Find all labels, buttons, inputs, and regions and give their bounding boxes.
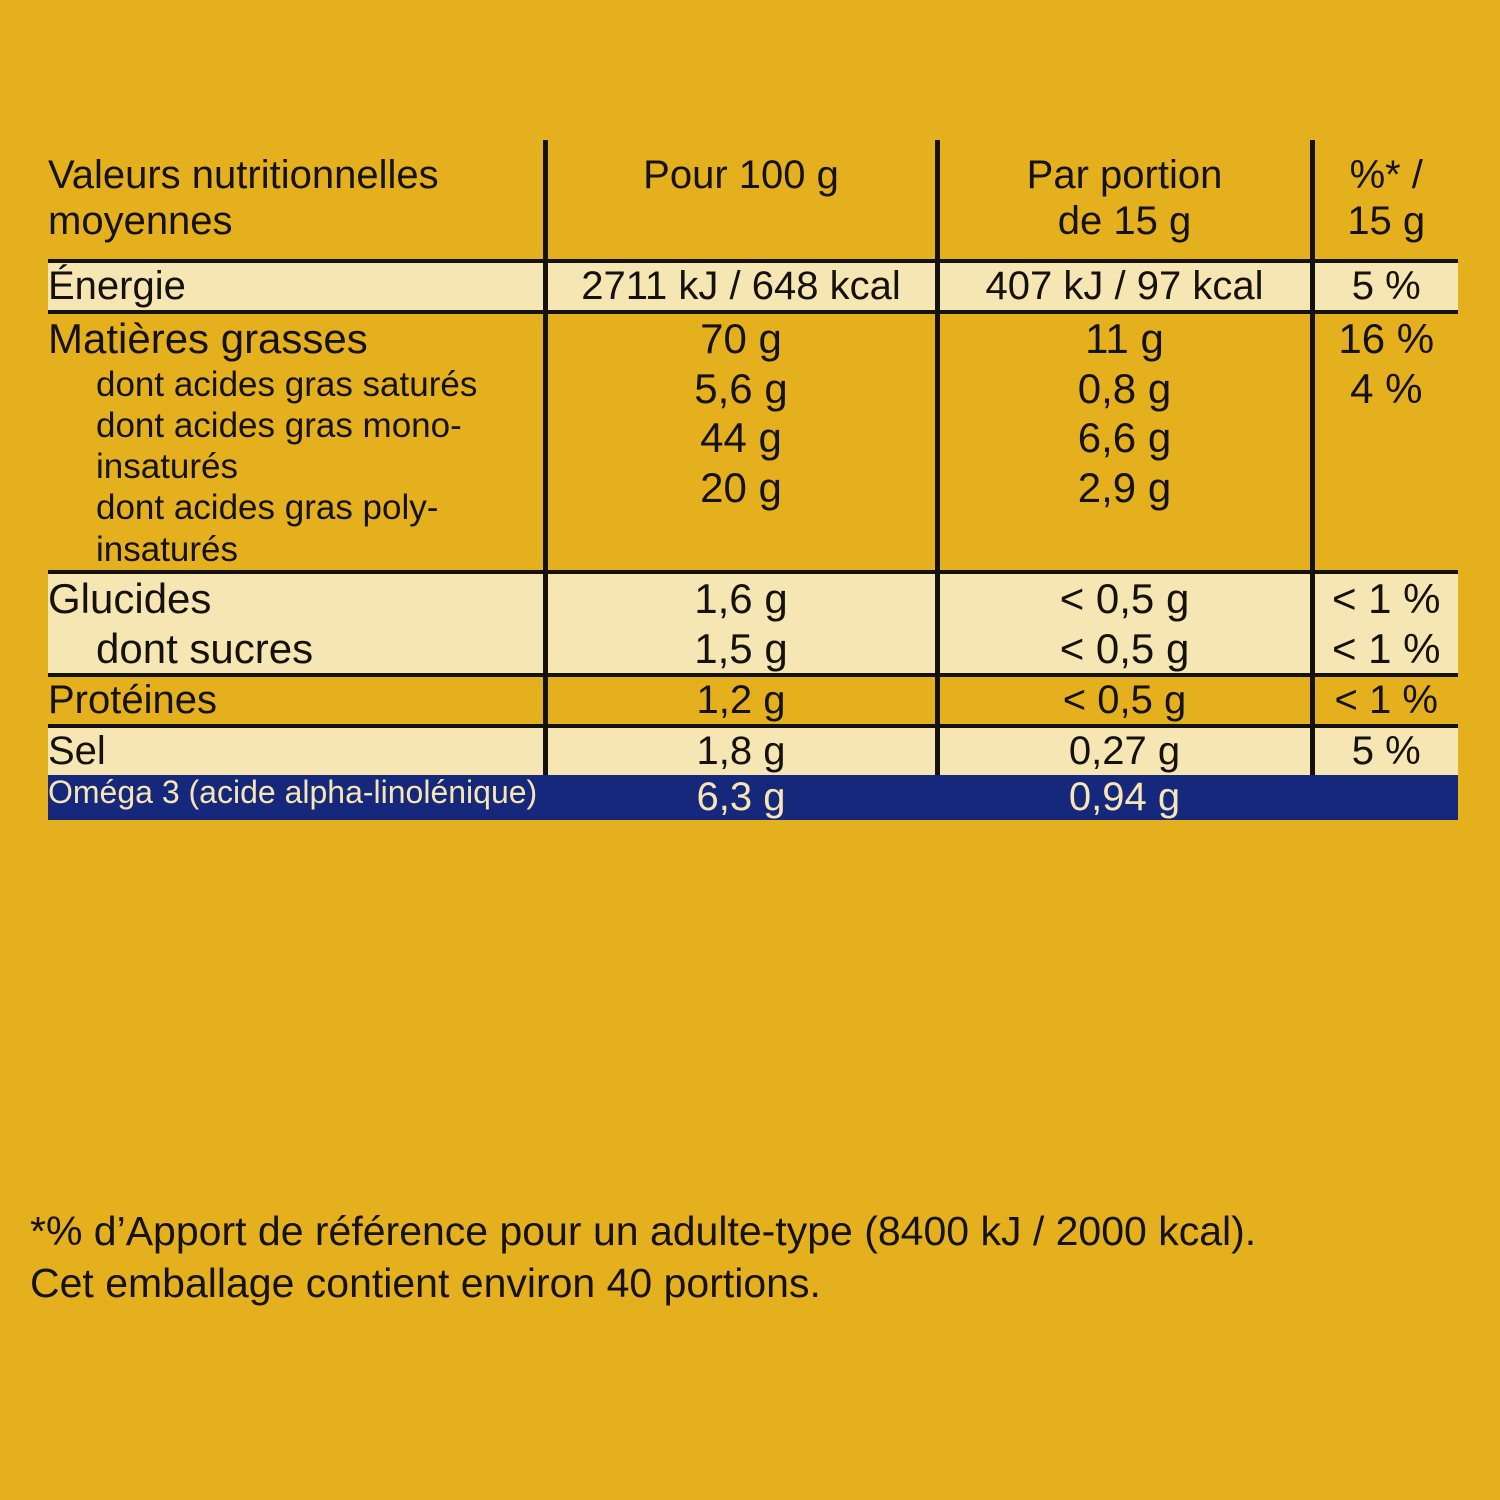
- table-row-group-carbs: [48, 572, 1458, 675]
- row-label-text: Oméga 3 (acide alpha-linolénique): [48, 774, 538, 811]
- row-percent-proteines: [1312, 675, 1458, 726]
- carbs-percent-cell: [1312, 572, 1458, 675]
- row-per100g-proteines: [545, 675, 937, 726]
- row-label-energie: [48, 261, 545, 312]
- row-portion-omega3: [937, 775, 1312, 820]
- header-label-cell: [48, 140, 545, 261]
- header-label-text: Valeurs nutritionnelles moyennes: [48, 153, 439, 244]
- row-percent-mono: [1315, 413, 1459, 463]
- row-value-poly-100g: 20 g: [700, 463, 782, 511]
- row-value-text: < 0,5 g: [1062, 678, 1187, 723]
- row-percent-energie: [1312, 261, 1458, 312]
- row-value-text: 5 %: [1351, 263, 1421, 308]
- row-value-satures-portion: 0,8 g: [1077, 364, 1172, 412]
- footnote: [30, 1205, 1470, 1310]
- row-value-glucides-100g: 1,6 g: [694, 575, 788, 622]
- row-percent-matieres-grasses: 16 %: [1338, 314, 1435, 362]
- row-label-text: Protéines: [48, 678, 217, 723]
- row-value-text: < 1 %: [1334, 678, 1438, 723]
- row-value-satures-100g: 5,6 g: [694, 364, 788, 412]
- carbs-portion-cell: [937, 572, 1312, 675]
- row-value-poly-portion: 2,9 g: [1077, 463, 1172, 511]
- table-row: [48, 675, 1458, 726]
- carbs-label-cell: [48, 572, 545, 675]
- row-value-text: 6,3 g: [696, 775, 786, 820]
- carbs-per100g-cell: [545, 572, 937, 675]
- row-percent-poly: [1315, 463, 1459, 513]
- header-portion-cell: [937, 140, 1312, 261]
- row-value-sucres-portion: < 0,5 g: [1059, 624, 1190, 672]
- row-label-sel: [48, 726, 545, 775]
- row-label-mono-insatures: dont acides gras mono-insaturés: [96, 405, 462, 487]
- row-percent-satures: 4 %: [1350, 364, 1423, 412]
- row-value-text: 1,8 g: [696, 729, 786, 774]
- header-percent-line2: 15 g: [1347, 199, 1426, 244]
- row-per100g-energie: [545, 261, 937, 312]
- header-per100g-text: Pour 100 g: [643, 153, 839, 197]
- table-row-omega3: [48, 775, 1458, 820]
- fats-per100g-cell: [545, 312, 937, 572]
- row-percent-glucides: < 1 %: [1331, 575, 1441, 622]
- row-value-text: 0,94 g: [1068, 775, 1181, 820]
- row-percent-sel: [1312, 726, 1458, 775]
- row-label-matieres-grasses: Matières grasses: [48, 314, 368, 362]
- table-row: [48, 726, 1458, 775]
- row-value-mono-portion: 6,6 g: [1077, 414, 1172, 462]
- header-percent-cell: [1312, 140, 1458, 261]
- nutrition-table: [48, 140, 1458, 820]
- row-percent-omega3: [1312, 775, 1458, 820]
- row-value-matieres-grasses-portion: 11 g: [1085, 314, 1164, 362]
- row-value-text: 5 %: [1351, 729, 1421, 774]
- row-value-sucres-100g: 1,5 g: [694, 624, 788, 672]
- row-per100g-sel: [545, 726, 937, 775]
- row-label-satures: dont acides gras saturés: [96, 364, 478, 404]
- row-value-text: 1,2 g: [696, 678, 786, 723]
- table-row-group-fats: [48, 312, 1458, 572]
- fats-label-cell: [48, 312, 545, 572]
- header-portion-line2: de 15 g: [1057, 199, 1192, 244]
- fats-percent-cell: [1312, 312, 1458, 572]
- row-value-text: 2711 kJ / 648 kcal: [581, 263, 901, 308]
- header-portion-line1: Par portion: [1026, 153, 1223, 197]
- header-percent-line1: %* /: [1349, 153, 1423, 197]
- row-portion-sel: [937, 726, 1312, 775]
- row-value-matieres-grasses-100g: 70 g: [700, 314, 782, 362]
- footnote-line-2: Cet emballage contient environ 40 portions.: [30, 1260, 821, 1307]
- header-per100g-cell: [545, 140, 937, 261]
- row-per100g-omega3: [545, 775, 937, 820]
- row-portion-proteines: [937, 675, 1312, 726]
- row-label-poly-insatures: dont acides gras poly-insaturés: [96, 488, 439, 569]
- row-value-text: 407 kJ / 97 kcal: [985, 263, 1264, 308]
- nutrition-table-wrapper: [48, 140, 1458, 820]
- row-portion-energie: [937, 261, 1312, 312]
- row-percent-sucres: < 1 %: [1331, 624, 1441, 672]
- table-header-row: [48, 140, 1458, 261]
- row-value-mono-100g: 44 g: [700, 414, 782, 462]
- row-label-proteines: [48, 675, 545, 726]
- fats-portion-cell: [937, 312, 1312, 572]
- row-label-omega3: [48, 775, 545, 820]
- table-row: [48, 261, 1458, 312]
- row-label-sucres: dont sucres: [96, 624, 314, 672]
- row-value-text: 0,27 g: [1068, 729, 1181, 774]
- row-label-glucides: Glucides: [48, 575, 212, 622]
- row-label-text: Sel: [48, 729, 106, 774]
- row-label-text: Énergie: [48, 263, 186, 308]
- footnote-line-1: *% d’Apport de référence pour un adulte-type (8400 kJ / 2000 kcal).: [30, 1208, 1257, 1254]
- row-value-glucides-portion: < 0,5 g: [1059, 575, 1190, 622]
